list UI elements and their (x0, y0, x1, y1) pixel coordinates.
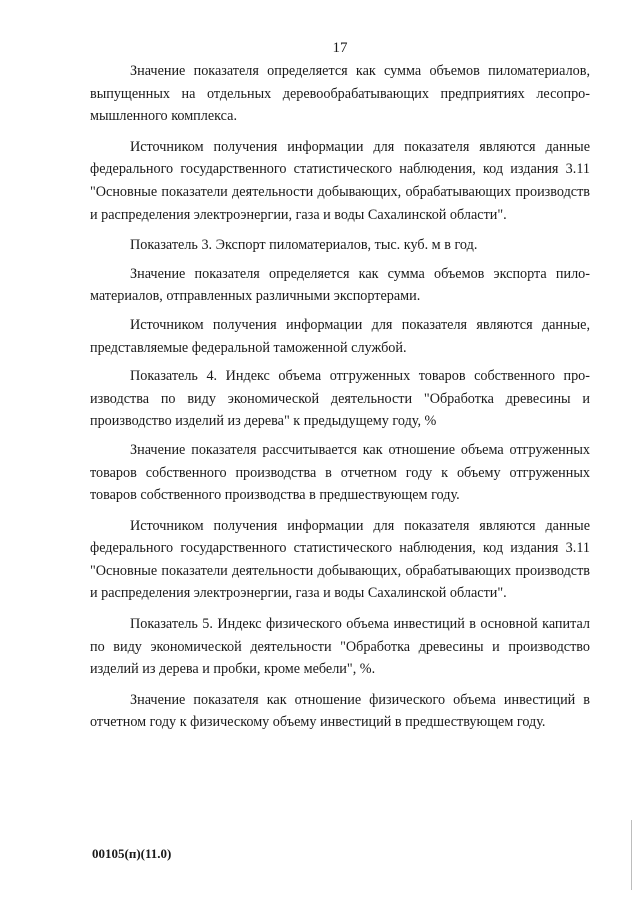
paragraph-9: Показатель 5. Индекс физического объема инвестиций в основной капитал по виду экономической деятельности "Обработка древесины и производство изделий из дерева и пробки, кроме мебели", %. (90, 616, 590, 678)
paragraph-3: Показатель 3. Экспорт пиломатериалов, тыс. куб. м в год. (130, 237, 478, 254)
paragraph-5: Источником получения информации для показателя являются данные, представляемые федеральной таможенной службой. (90, 316, 590, 356)
page-number: 17 (332, 40, 348, 56)
paragraph-8: Источником получения информации для показателя являются данные федерального государственного статистического наблюдения, код издания 3.11 "Основные показатели деятельности добывающих, обрабатывающих производств и распределения электроэнергии, газа и воды Сахалинской области". (90, 517, 590, 602)
scan-edge-line (631, 820, 632, 890)
paragraph-7: Значение показателя рассчитывается как отношение объема отгруженных товаров собственного производства в отчетном году к объему отгруженных товаров собственного производства в предшествующем году. (90, 441, 590, 504)
paragraph-2: Источником получения информации для показателя являются данные федерального государственного статистического наблюдения, код издания 3.11 "Основные показатели деятельности добывающих, обрабатывающих производств и распределения электроэнергии, газа и воды Сахалинской области". (90, 138, 590, 223)
document-code: 00105(п)(11.0) (92, 846, 172, 861)
paragraph-4: Значение показателя определяется как сумма объемов экспорта пиломатериалов, отправленных различными экспортерами. (90, 265, 590, 305)
paragraph-1: Значение показателя определяется как сумма объемов пиломатериалов, выпущенных на отдельных деревообрабатывающих предприятиях лесопромышленного комплекса. (90, 63, 590, 125)
paragraph-6: Показатель 4. Индекс объема отгруженных товаров собственного производства по виду экономической деятельности "Обработка древесины и производство изделий из дерева" к предыдущему году, % (90, 368, 590, 430)
paragraph-10: Значение показателя как отношение физического объема инвестиций в отчетном году к физическому объему инвестиций в предшествующем году. (90, 691, 590, 731)
document-body (90, 60, 590, 740)
